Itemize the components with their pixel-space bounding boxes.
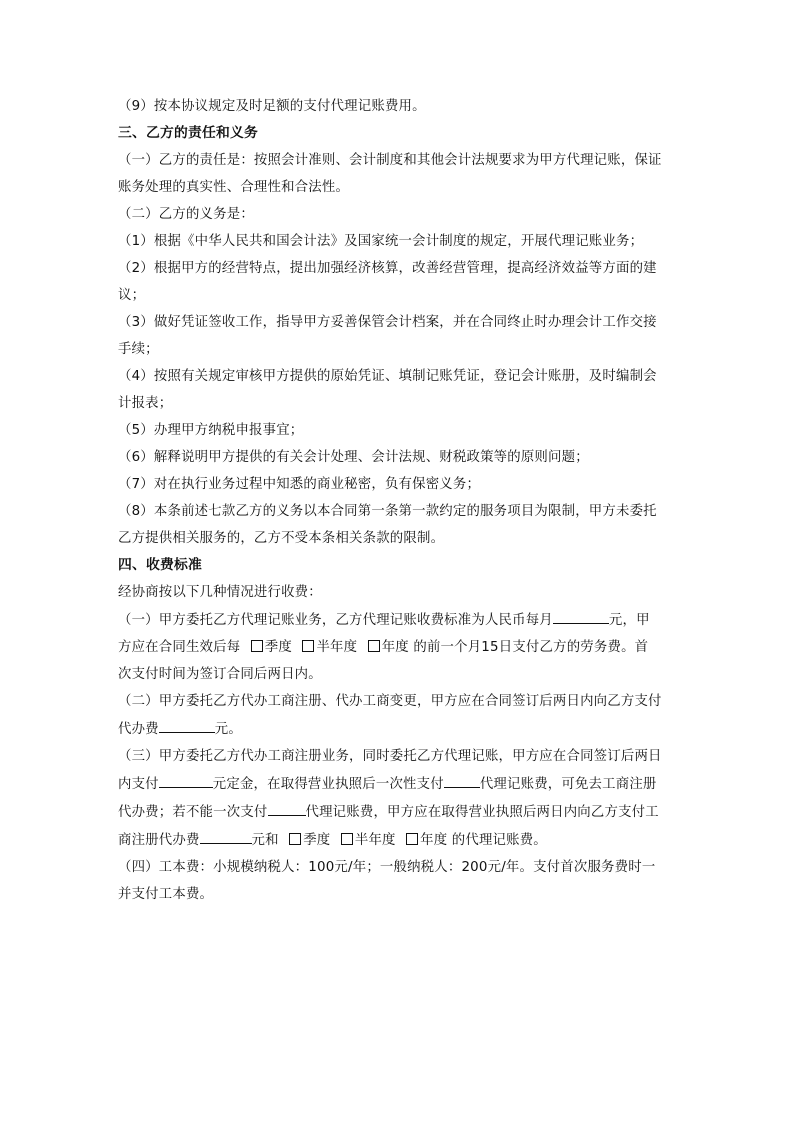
obligation-6: （6）解释说明甲方提供的有关会计处理、会计法规、财税政策等的原则问题；: [118, 450, 589, 465]
fee-4-line2: 并支付工本费。: [118, 887, 214, 902]
fee-1-line1: [118, 609, 678, 631]
obligation-4-line2: 计报表；: [118, 396, 173, 411]
fee-2-line1: （二）甲方委托乙方代办工商注册、代办工商变更，甲方应在合同签订后两日内向乙方支付: [118, 694, 662, 709]
fee-3-text-a: 内支付: [118, 777, 159, 792]
fee-3-text-b: 元定金，在取得营业执照后一次性支付: [212, 777, 444, 792]
obligation-3-line2: 手续；: [118, 342, 159, 357]
monthly-fee-blank[interactable]: [553, 609, 609, 624]
bookkeeping-fee-blank[interactable]: [268, 801, 306, 816]
fee-4-line1: （四）工本费：小规模纳税人：100元/年；一般纳税人：200元/年。支付首次服务费时一: [118, 860, 656, 875]
obligation-8-line1: （8）本条前述七款乙方的义务以本合同第一条第一款约定的服务项目为限制，甲方未委托: [118, 504, 657, 519]
obligation-2-line2: 议；: [118, 288, 146, 303]
fee-3-text-g: 元和: [251, 833, 279, 848]
fee-3-text-h: 的代理记账费。: [451, 833, 547, 848]
contract-page: [118, 96, 678, 905]
half-year-checkbox-2[interactable]: [341, 833, 353, 845]
fee-3-text-c: 代理记账费，可免去工商注册: [479, 777, 657, 792]
year-checkbox-2[interactable]: [406, 833, 418, 845]
fee-2-text-a: 代办费: [118, 722, 159, 737]
fee-1-line2: [118, 637, 678, 658]
obligation-2-line1: （2）根据甲方的经营特点，提出加强经济核算，改善经营管理，提高经济效益等方面的建: [118, 261, 657, 276]
year-label: 年度: [381, 640, 409, 655]
obligation-4-line1: （4）按照有关规定审核甲方提供的原始凭证、填制记账凭证，登记会计账册，及时编制会: [118, 369, 657, 384]
fee-2-line2: [118, 718, 678, 740]
obligation-3-line1: （3）做好凭证签收工作，指导甲方妥善保管会计档案，并在合同终止时办理会计工作交接: [118, 315, 657, 330]
agency-fee-blank[interactable]: [159, 718, 215, 733]
year-label-2: 年度: [420, 833, 448, 848]
fee-1-text-c: 方应在合同生效后每: [118, 640, 241, 655]
fee-3-line1: （三）甲方委托乙方代办工商注册业务，同时委托乙方代理记账，甲方应在合同签订后两日: [118, 749, 662, 764]
quarter-label-2: 季度: [303, 833, 331, 848]
obligation-8-line2: 乙方提供相关服务的，乙方不受本条相关条款的限制。: [118, 531, 445, 546]
year-checkbox[interactable]: [368, 640, 380, 652]
half-year-label: 半年度: [316, 640, 358, 655]
obligation-1: （1）根据《中华人民共和国会计法》及国家统一会计制度的规定，开展代理记账业务；: [118, 234, 644, 249]
clause-9: （9）按本协议规定及时足额的支付代理记账费用。: [118, 99, 426, 114]
fee-3-text-e: 代理记账费，甲方应在取得营业执照后两日内向乙方支付工: [305, 805, 659, 820]
fee-3-line3: [118, 801, 678, 823]
fee-1-text-d: 的前一个月15日支付乙方的劳务费。首: [413, 640, 649, 655]
party-b-responsibility-line2: 账务处理的真实性、合理性和合法性。: [118, 180, 350, 195]
obligation-7: （7）对在执行业务过程中知悉的商业秘密，负有保密义务；: [118, 477, 481, 492]
section-3-heading: 三、乙方的责任和义务: [118, 125, 258, 141]
deposit-blank[interactable]: [159, 773, 213, 788]
section-4-heading: 四、收费标准: [118, 557, 202, 573]
fee-intro: 经协商按以下几种情况进行收费：: [118, 585, 322, 600]
quarter-checkbox-2[interactable]: [289, 833, 301, 845]
party-b-responsibility-line1: （一）乙方的责任是：按照会计准则、会计制度和其他会计法规要求为甲方代理记账，保证: [118, 153, 662, 168]
fee-1-text-a: （一）甲方委托乙方代理记账业务，乙方代理记账收费标准为人民币每月: [118, 613, 553, 628]
fee-3-text-f: 商注册代办费: [118, 833, 200, 848]
obligation-5: （5）办理甲方纳税申报事宜；: [118, 423, 304, 438]
party-b-obligations-title: （二）乙方的义务是：: [118, 207, 254, 222]
half-year-checkbox[interactable]: [302, 640, 314, 652]
fee-1-line3: 次支付时间为签订合同后两日内。: [118, 667, 322, 682]
lump-sum-blank[interactable]: [444, 773, 480, 788]
quarter-checkbox[interactable]: [251, 640, 263, 652]
registration-fee-blank[interactable]: [200, 829, 252, 844]
fee-3-line4: [118, 829, 678, 851]
fee-3-line2: [118, 773, 678, 795]
fee-1-text-b: 元，甲: [608, 613, 650, 628]
fee-2-text-b: 元。: [214, 722, 242, 737]
half-year-label-2: 半年度: [354, 833, 396, 848]
fee-3-text-d: 代办费；若不能一次支付: [118, 805, 268, 820]
quarter-label: 季度: [264, 640, 292, 655]
